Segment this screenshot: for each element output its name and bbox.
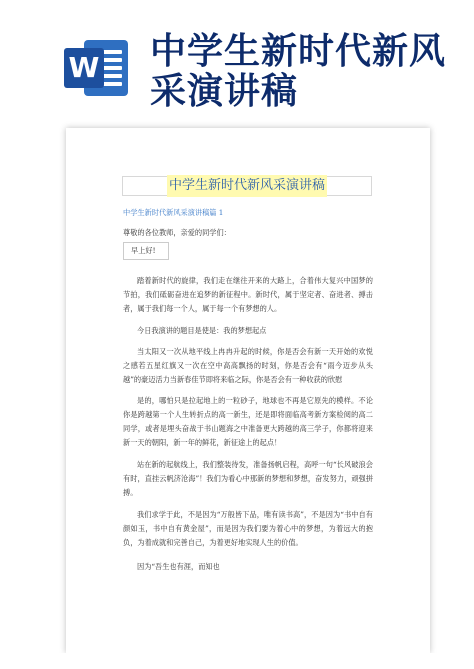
document-title: 中学生新时代新风采演讲稿 [168, 178, 325, 193]
paragraph-6: 我们求学于此，不是因为“万般皆下品，唯有读书高”，不是因为“书中自有颜如玉，书中自有黄金屋”，而是因为我们要为着心中的梦想，为着远大的抱负，为着成就和完善自己，为着更好地实现人生的价值。 [123, 510, 373, 547]
paragraph-1: 踏着新时代的旋律，我们走在继往开来的大路上，合着伟大复兴中国梦的节拍，我们砥砺奋进在追梦的新征程中。新时代，属于坚定者、奋进者、搏击者，属于我们每一个人，属于每一个有梦想的人。 [123, 276, 373, 313]
paragraph-2: 今日我演讲的题目是使是：我的梦想起点 [137, 326, 267, 335]
paragraph-5: 站在新的起航线上，我们整装待发，准备扬帆启程，高呼一句“长风破浪会有时，直挂云帆济沧海”！我们为看心中那新的梦想和梦想，奋发努力，顽强拼搏。 [123, 460, 373, 497]
document-subheading: 中学生新时代新风采演讲稿篇 1 [123, 208, 224, 217]
word-document-icon [64, 40, 130, 96]
morning-greeting: 早上好! [131, 246, 156, 255]
word-icon-letter: W [64, 48, 104, 88]
paragraph-3: 当太阳又一次从地平线上冉冉升起的时候，你是否会有新一天开始的欢悦之感若五星红旗又一次在空中高高飘扬的时刻，你是否会有“雨今迈步从头越”的豪迈活力当新春佳节即将来临之际，你是否会有一种收获的欣慰 [123, 347, 373, 384]
footer-strip [0, 653, 474, 669]
paragraph-7: 因为“吾生也有涯，而知也 [137, 562, 220, 571]
header-title [150, 32, 450, 112]
document-title-box [122, 176, 372, 196]
greeting-line: 尊敬的各位教师，亲爱的同学们： [123, 228, 231, 237]
header-title-line-2: 采演讲稿 [150, 71, 299, 112]
morning-box [123, 242, 169, 260]
header-title-line-1: 中学生新时代新风 [150, 31, 447, 72]
document-page [66, 128, 430, 653]
header [0, 0, 474, 128]
paragraph-4: 是的，哪怕只是拉起地上的一粒砂子，地球也不再是它原先的模样。不论你是跨越第一个人生转折点的高一新生，还是即将面临高考新方案检阅的高二同学，或者是埋头奋战于书山题海之中准备更大跨越的高三学子，你都将迎来新一天的朝阳，新一年的鲜花，新征途上的起点！ [123, 396, 373, 447]
